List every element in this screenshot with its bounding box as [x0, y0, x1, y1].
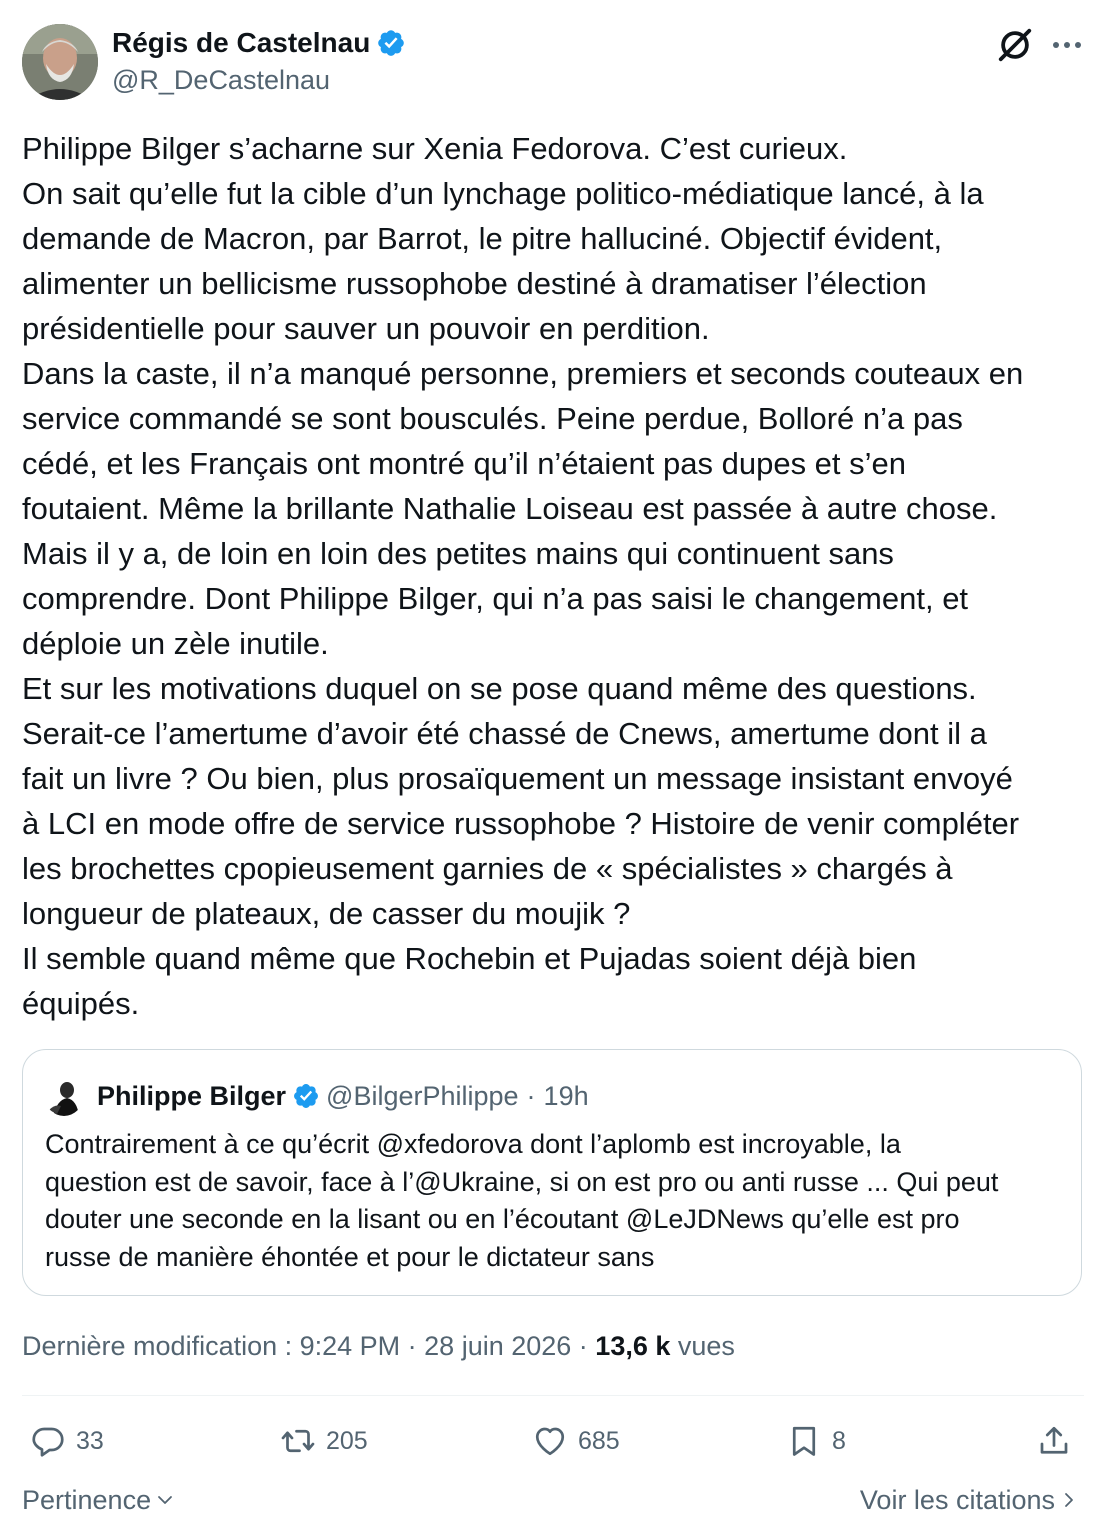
tweet-text — [22, 126, 1092, 1026]
tweet-line: fait un livre ? Ou bien, plus prosaïquement un message insistant envoyé — [22, 761, 1013, 796]
view-quotes-link[interactable]: Voir les citations — [860, 1482, 1079, 1518]
quote-line: douter une seconde en la lisant ou en l’écoutant @LeJDNews qu’elle est pro — [45, 1204, 960, 1234]
tweet-line: déploie un zèle inutile. — [22, 626, 329, 661]
separator-dot: · — [526, 1080, 536, 1111]
views-label: vues — [670, 1331, 735, 1361]
verified-badge-icon — [376, 28, 406, 58]
reply-button[interactable] — [30, 1418, 104, 1464]
bookmark-count: 8 — [832, 1426, 846, 1455]
tweet-line: comprendre. Dont Philippe Bilger, qui n’a pas saisi le changement, et — [22, 581, 969, 616]
tweet-line: Il semble quand même que Rochebin et Pujadas soient déjà bien — [22, 941, 917, 976]
quoted-author-handle: @BilgerPhilippe — [326, 1080, 519, 1111]
sort-dropdown[interactable]: Pertinence — [22, 1482, 175, 1518]
reply-icon — [30, 1423, 66, 1459]
like-button[interactable] — [532, 1418, 620, 1464]
more-options-icon[interactable] — [1050, 30, 1084, 60]
quote-line: question est de savoir, face à l’@Ukraine, si on est pro ou anti russe ... Qui peut — [45, 1166, 999, 1197]
tweet-line: Serait-ce l’amertume d’avoir été chassé de Cnews, amertume dont il a — [22, 716, 987, 751]
quote-line: russe de manière éhontée et pour le dictateur sans — [45, 1241, 655, 1272]
tweet-line: longueur de plateaux, de casser du moujik ? — [22, 896, 631, 931]
edited-timestamp[interactable]: Dernière modification : 9:24 PM · 28 juin 2026 · — [22, 1331, 596, 1361]
divider — [22, 1395, 1084, 1396]
quoted-tweet-text — [45, 1126, 1065, 1276]
quoted-tweet-header — [97, 1078, 589, 1114]
tweet-line: Et sur les motivations duquel on se pose quand même des questions. — [22, 671, 977, 706]
tweet-line: alimenter un bellicisme russophobe destiné à dramatiser l’élection — [22, 266, 927, 301]
bookmark-button[interactable] — [786, 1418, 846, 1464]
reply-count: 33 — [76, 1426, 104, 1455]
chevron-down-icon — [155, 1490, 175, 1510]
share-icon — [1036, 1423, 1072, 1459]
author-avatar[interactable] — [22, 24, 98, 100]
tweet-line: demande de Macron, par Barrot, le pitre halluciné. Objectif évident, — [22, 221, 943, 256]
share-button[interactable] — [1036, 1418, 1082, 1464]
verified-badge-icon — [292, 1082, 320, 1110]
tweet-line: service commandé se sont bousculés. Peine perdue, Bolloré n’a pas — [22, 401, 963, 436]
bookmark-icon — [786, 1423, 822, 1459]
repost-icon — [280, 1423, 316, 1459]
author-handle[interactable]: @R_DeCastelnau — [112, 65, 331, 95]
quoted-author-name: Philippe Bilger — [97, 1080, 287, 1111]
tweet-line: les brochettes cpopieusement garnies de « spécialistes » chargés à — [22, 851, 953, 886]
tweet-line: équipés. — [22, 986, 140, 1021]
quoted-tweet-card[interactable] — [22, 1049, 1082, 1296]
tweet-line: foutaient. Même la brillante Nathalie Loiseau est passée à autre chose. — [22, 491, 998, 526]
action-bar — [0, 1418, 1115, 1464]
quoted-author-avatar — [45, 1078, 83, 1116]
grok-icon[interactable] — [996, 26, 1034, 64]
repost-count: 205 — [326, 1426, 368, 1455]
tweet-line: Philippe Bilger s’acharne sur Xenia Fedorova. C’est curieux. — [22, 131, 848, 166]
heart-icon — [532, 1423, 568, 1459]
tweet-line: On sait qu’elle fut la cible d’un lynchage politico-médiatique lancé, à la — [22, 176, 984, 211]
views-count: 13,6 k — [595, 1331, 671, 1361]
tweet-meta — [22, 1328, 735, 1364]
tweet-line: Dans la caste, il n’a manqué personne, premiers et seconds couteaux en — [22, 356, 1024, 391]
quoted-tweet-time: 19h — [543, 1080, 589, 1111]
tweet-line: Mais il y a, de loin en loin des petites mains qui continuent sans — [22, 536, 894, 571]
chevron-right-icon — [1059, 1490, 1079, 1510]
repost-button[interactable] — [280, 1418, 368, 1464]
tweet-line: présidentielle pour sauver un pouvoir en perdition. — [22, 311, 710, 346]
tweet-line: cédé, et les Français ont montré qu’il n’étaient pas dupes et s’en — [22, 446, 907, 481]
like-count: 685 — [578, 1426, 620, 1455]
tweet-line: à LCI en mode offre de service russophobe ? Histoire de venir compléter — [22, 806, 1020, 841]
quote-line: Contrairement à ce qu’écrit @xfedorova dont l’aplomb est incroyable, la — [45, 1129, 901, 1159]
author-name[interactable]: Régis de Castelnau — [112, 26, 406, 60]
